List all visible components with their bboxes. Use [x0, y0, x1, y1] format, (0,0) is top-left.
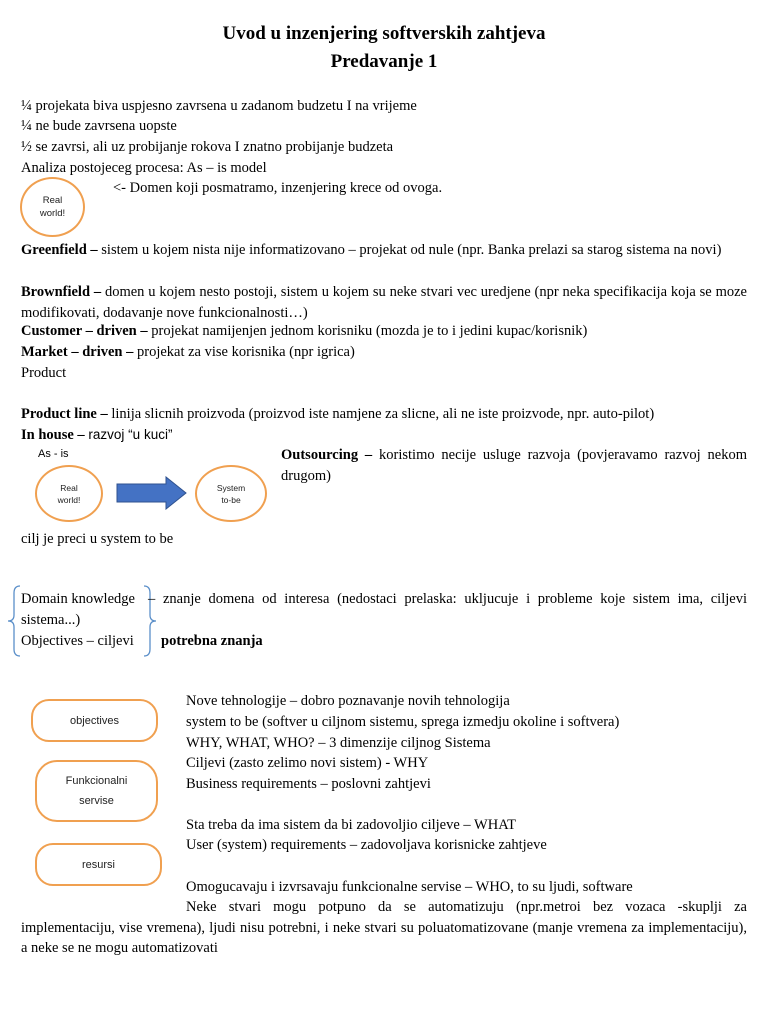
final-paragraph: Neke stvari mogu potpuno da se automatizuju (npr.metroi bez vozaca -skuplji za implementaciju, vise vremena), ljudi nisu potrebni, i neke stvari su poluatomatizovane (manje vremena za implementaciju), a neke se ne mogu automatizovati	[21, 899, 747, 956]
customer-driven-definition	[21, 321, 587, 341]
right-text-line-6: Sta treba da ima sistem da bi zadovoljio ciljeve – WHAT	[186, 817, 516, 833]
intro-line-4: Analiza postojeceg procesa: As – is model	[21, 160, 267, 176]
in-house-text: razvoj “u kuci”	[84, 427, 173, 442]
market-term: Market – driven –	[21, 344, 134, 360]
resources-box	[35, 843, 162, 886]
domain-note: <- Domen koji posmatramo, inzenjering krece od ovoga.	[113, 180, 443, 196]
product-line-term: Product line –	[21, 406, 108, 422]
outsourcing-definition	[281, 445, 747, 486]
brownfield-term: Brownfield –	[21, 284, 102, 300]
greenfield-text: sistem u kojem nista nije informatizovano – projekat od nule (npr. Banka prelazi sa starog sistema na novi)	[97, 242, 722, 258]
greenfield-term: Greenfield –	[21, 242, 98, 258]
goal-line: cilj je preci u system to be	[21, 531, 174, 547]
greenfield-definition	[21, 240, 747, 261]
product-line-text: linija slicnih proizvoda (proizvod iste namjene za slicne, ali ne iste proizvode, npr. auto-pilot)	[107, 406, 655, 422]
real-world-label-2: world!	[39, 208, 66, 219]
page-title: Uvod u inzenjering softverskih zahtjeva	[222, 23, 546, 44]
right-text-line-8: Omogucavaju i izvrsavaju funkcionalne servise – WHO, to su ljudi, software	[186, 879, 633, 895]
intro-line-2: ¼ ne bude zavrsena uopste	[21, 118, 177, 134]
functional-services-label-1: Funkcionalni	[65, 775, 128, 787]
in-house-term: In house –	[21, 427, 85, 443]
in-house-definition	[21, 425, 172, 445]
right-arrow-icon	[116, 476, 188, 510]
system-to-be-oval	[195, 465, 267, 522]
page-subtitle: Predavanje 1	[330, 51, 438, 72]
outsourcing-text: koristimo necije usluge razvoja (povjeravamo razvoj nekom drugom)	[281, 447, 747, 484]
functional-services-box	[35, 760, 158, 822]
product-line-definition	[21, 404, 654, 424]
real-world-2-label-1: Real	[60, 482, 78, 493]
domain-knowledge-text-2: sistema...)	[21, 612, 81, 628]
customer-text: projekat namijenjen jednom korisniku (mozda je to i jedini kupac/korisnik)	[147, 323, 588, 339]
left-brace-icon	[6, 585, 22, 657]
domain-knowledge-text: – znanje domena od interesa (nedostaci prelaska: ukljucuje i probleme koje sistem ima, ciljevi	[148, 591, 747, 607]
outsourcing-term: Outsourcing –	[281, 447, 373, 463]
right-text-line-1: Nove tehnologije – dobro poznavanje novih tehnologija	[186, 693, 510, 709]
objectives-label: Objectives – ciljevi	[21, 633, 134, 649]
functional-services-label-2: servise	[79, 795, 114, 807]
objectives-box-label: objectives	[70, 714, 119, 727]
right-text-line-4: Ciljevi (zasto zelimo novi sistem) - WHY	[186, 755, 429, 771]
real-world-label-1: Real	[42, 195, 63, 206]
needed-knowledge-label: potrebna znanja	[161, 633, 263, 649]
resources-box-label: resursi	[81, 858, 115, 871]
brownfield-text: domen u kojem nesto postoji, sistem u kojem su neke stvari vec uredjene (npr neka specifikacija koja se moze modifikovati, dodavanje nove funkcionalnosti…)	[21, 284, 747, 321]
right-text-line-5: Business requirements – poslovni zahtjevi	[186, 776, 431, 792]
customer-term: Customer – driven –	[21, 323, 148, 339]
brownfield-definition	[21, 282, 747, 323]
real-world-2-label-2: world!	[57, 494, 81, 505]
as-is-label: As - is	[38, 448, 69, 460]
product-line: Product	[21, 365, 67, 381]
market-driven-definition	[21, 342, 355, 362]
right-text-line-3: WHY, WHAT, WHO? – 3 dimenzije ciljnog Sistema	[186, 735, 491, 751]
system-to-be-label-2: to-be	[221, 494, 241, 505]
system-to-be-label-1: System	[216, 482, 246, 493]
domain-knowledge-label: Domain knowledge	[21, 591, 135, 607]
market-text: projekat za vise korisnika (npr igrica)	[133, 344, 355, 360]
right-text-line-2: system to be (softver u ciljnom sistemu, sprega izmedju okoline i softvera)	[186, 714, 620, 730]
real-world-oval	[20, 177, 85, 237]
intro-line-3: ½ se zavrsi, ali uz probijanje rokova I znatno probijanje budzeta	[21, 139, 394, 155]
real-world-oval-2	[35, 465, 103, 522]
objectives-box	[31, 699, 158, 742]
right-text-line-7: User (system) requirements – zadovoljava korisnicke zahtjeve	[186, 837, 547, 853]
intro-line-1: ¼ projekata biva uspjesno zavrsena u zadanom budzetu I na vrijeme	[21, 98, 417, 114]
